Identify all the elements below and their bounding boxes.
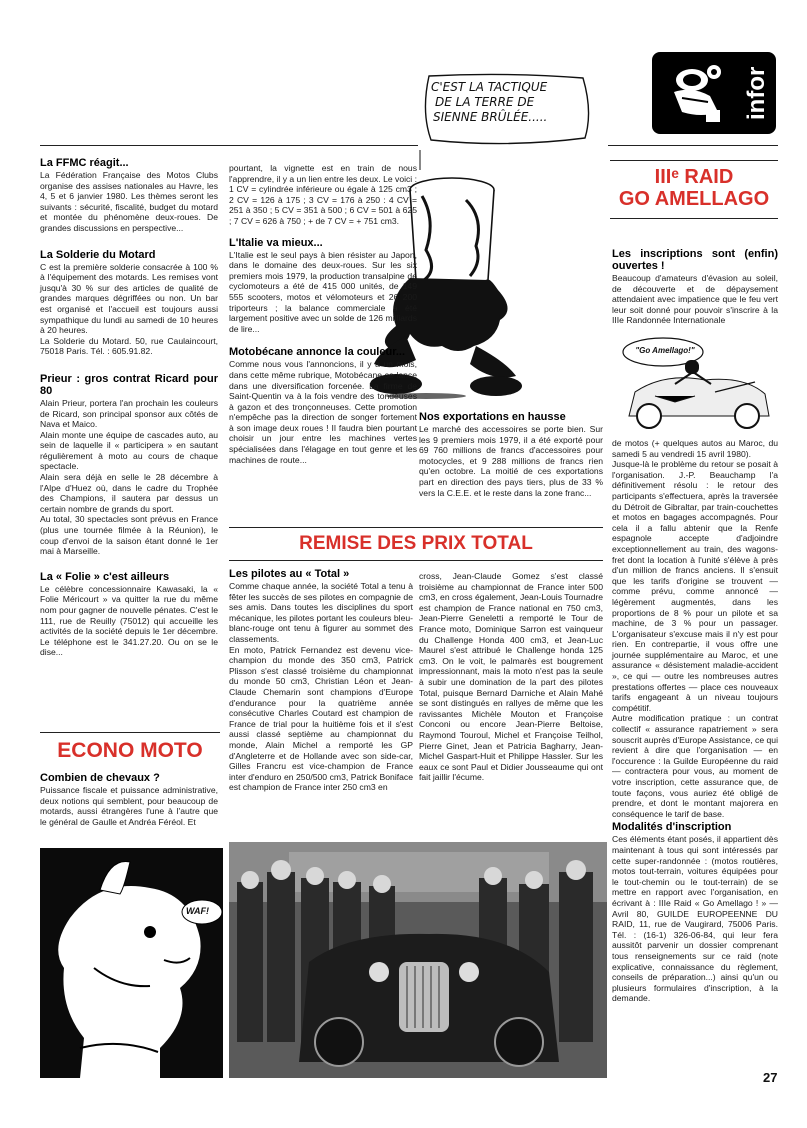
solderie-address: La Solderie du Motard. 50, rue Caulaincourt, 75018 Paris. Tél. : 605.91.82. <box>40 335 218 357</box>
total-pilots-photo <box>229 842 607 1078</box>
bubble-line-2: DE LA TERRE DE <box>435 95 535 109</box>
pilotes-text-2: En moto, Patrick Fernandez est devenu vice-champion du monde des 350 cm3, Patrick Plisson s'est classé troisième du championnat du monde 50 cm3, Christian Léon et Jean-Claude Chemarin sont champions d'Europe d'endurance pour la quatrième année consécutive Charles Coutard est champion de France de trial pour la huitième fois et il s'est aussi classé septième au championnat du monde, Alain Michel a remporté les GP d'Angleterre et de Hollande avec son side-car, Gilles Francru est vice-champion de France inter d'enduro en 250/500 cm3, Patrick Boniface est champion de France inter 250 cm3 en <box>229 644 413 793</box>
chevaux-text: Puissance fiscale et puissance administrative, deux notions qui semblent, pour beaucoup de motards, aussi étrangères l'une à l'autre que le général de Gaulle et Andréa Féréol. Et <box>40 785 218 827</box>
inscriptions-heading: Les inscriptions sont (enfin) ouvertes ! <box>612 248 778 272</box>
speech-bubble <box>417 72 595 150</box>
inscriptions-text: Beaucoup d'amateurs d'évasion au soleil, de découverte et de dépaysement attendaient avec impatience que le feu vert leur soit donné pour pouvoir s'inscrire à la IIIe Randonnée Internationale <box>612 273 778 326</box>
prieur-text-4: Au total, 30 spectacles sont prévus en France (plus une tournée filmée à la Réunion), le coup d'envoi de la saison étant donné le 1er mai à Marseille. <box>40 514 218 557</box>
pilotes-text-1: Comme chaque année, la société Total a tenu à fêter les succès de ses pilotes en compagnie de ses amis. Dans toutes les disciplines du sport mécanique, les pilotes portant les couleurs bleu-blanc-rouge ont tenu à figurer au sommet des classements. <box>229 581 413 644</box>
econo-moto-box <box>40 728 220 766</box>
waf-text: WAF! <box>186 906 209 916</box>
chevaux-block <box>40 772 218 829</box>
infor-logo <box>652 52 776 134</box>
exportations-text: Le marché des accessoires se porte bien. Sur les 9 premiers mois 1979, il a été exporté pour 69 760 millions de francs d'accessoires pour motocycles, et 9 288 millions de francs rien qu'en octobre. La moitié de ces exportations part en direction des pays tiers, plus de 33 % vers la C.E.E. et le reste dans la zone franc... <box>419 424 603 498</box>
raid-heading-line-2: GO AMELLAGO <box>618 188 770 210</box>
chevaux-heading: Combien de chevaux ? <box>40 772 160 784</box>
pilotes-heading: Les pilotes au « Total » <box>229 568 350 580</box>
bubble-line-3: SIENNE BRÛLÉE..... <box>433 110 548 124</box>
dog-cartoon <box>40 848 223 1078</box>
solderie-text: C est la première solderie consacrée à 100 % à l'équipement des motards. Les remises vont jusqu'à 30 % sur des articles de qualité de grandes marques dégriffées ou non. Un bar est organisé et l'accueil est toujours aussi sympathique du lundi au samedi de 10 heures à 20 heures. <box>40 261 218 336</box>
ffmc-text: La Fédération Française des Motos Clubs organise des assises nationales au Havre, les 4, 5 et 6 janvier 1980. Les thèmes seront les suivants : sécurité, fiscalité, budget du motard et montée du phénomène deux-roues. De grandes discussions en perspective... <box>40 170 218 233</box>
pilotes-text-3: cross, Jean-Claude Gomez s'est classé troisième au championnat de France inter 500 cm3, en cross également, Jean-Louis Tournadre est champion de France national en 750 cm3, Jean-Pierre Geneletti a remporté le Tour de France moto, Dominique Sarron est vainqueur du Challenge Honda 400 cm3, et Jean-Luc Maurel s'est attribué le Challenge honda 125 cm3. On le voit, le palmarès est bougrement impressionnant, mais la moto n'est pas la seule à subir une domination de la part des pilotes Total, puisque Bernard Darniche et Alain Mahé se sont distingués en rallyes de même que les ravissantes Michèle Mouton et Françoise Conconi ou encore Jean-Pierre Beltoise, Raymond Touroul, Michel et Françoise Teilhol, Pierre Ginet, Jean et Patricia Bagharry, Jean-Michel Gaspart-Huit et Philippe Hassler. Sur les eaux ce sont Paul et Didier Jousseaume qui ont fait jaillir l'écume. <box>419 571 603 783</box>
italie-text: L'Italie est le seul pays à bien résister au Japon, dans le domaine des deux-roues. Sur les six premiers mois 1979, la production transalpine de cyclomoteurs a été de 415 000 unités, de 149 555 scooters, motos et vélomoteurs et 26 200 triporteurs ; la balance commerciale a été largement positive avec un solde de 126 milliards de lire... <box>229 249 417 334</box>
column-1 <box>40 157 218 660</box>
motobecane-text: Comme nous vous l'annoncions, il y a un mois, dans cette même rubrique, Motobécane se lance dans une diversification forcenée. La firme de Saint-Quentin va à la fois vendre des tondeuses à gazon et des tronçonneuses. Cette promotion n'empêche pas la direction de songer fortement à son image deux roues ! Il faudra bien pourtant choisir un jour entre les machines vertes spécialisées dans l'élagage en tout genre et les machines de route... <box>229 359 417 465</box>
go-amellago-illustration <box>615 332 778 432</box>
ffmc-heading: La FFMC réagit... <box>40 157 129 169</box>
folie-heading: La « Folie » c'est ailleurs <box>40 570 170 583</box>
modalites-heading: Modalités d'inscription <box>612 821 732 834</box>
exportations-heading: Nos exportations en hausse <box>419 411 566 423</box>
italie-heading: L'Italie va mieux... <box>229 236 323 249</box>
bubble-line-1: C'EST LA TACTIQUE <box>431 80 548 94</box>
column-2 <box>229 163 417 467</box>
raid-text-2: de motos (+ quelques autos au Maroc, du samedi 5 au vendredi 15 avril 1980). <box>612 438 778 459</box>
raid-intro <box>612 248 778 328</box>
logo-text: infor <box>743 66 770 120</box>
exportations-block <box>419 411 603 500</box>
motobecane-heading: Motobécane annonce la couleur... <box>229 346 406 359</box>
raid-heading-line-1: IIIᵉ RAID <box>654 166 734 188</box>
prieur-text-3: Alain sera déjà en selle le 28 décembre à l'Alpe d'Huez où, dans le cadre du Trophée des Champions, il sautera par dessus un certain nombre de grands du sport. <box>40 472 218 514</box>
page-number: 27 <box>763 1070 778 1085</box>
vignette-text: pourtant, la vignette est en train de nous l'apprendre, il y a un lien entre les deux. Le voici : 1 CV = cylindrée inférieure ou égale à 125 cm3 ; 2 CV = 126 à 175 ; 3 CV = 176 à 250 : 4 CV = 251 à 350 ; 5 CV = 351 à 500 ; 6 CV = 501 à 625 ; 7 CV = 626 à 750 ; + de 7 CV = + 751 cm3. <box>229 163 417 226</box>
amellago-badge-text: "Go Amellago!" <box>635 346 695 355</box>
prieur-heading: Prieur : gros contrat Ricard pour 80 <box>40 372 218 397</box>
econo-moto-heading: ECONO MOTO <box>57 739 203 762</box>
total-col-a <box>229 568 413 795</box>
total-col-b <box>419 571 603 785</box>
raid-text-4: Autre modification pratique : un contrat collectif « assurance rapatriement » sera souscrit auprès d'Europe Assistance, ce qui revient à dire que l'organisation — en l'occurence : la Guilde Européenne du raid — contractera pour vous, au moment de votre inscription, cette assurance que, de toute façons, vous auriez été obligé de prendre, et dont le montant majorera en conséquence le tarif de base. <box>612 713 778 819</box>
remise-heading: REMISE DES PRIX TOTAL <box>299 533 533 554</box>
raid-body <box>612 438 778 1006</box>
prieur-text-1: Alain Prieur, portera l'an prochain les couleurs de Ricard, son principal sponsor aux côtés de Nava et Maico. <box>40 397 218 430</box>
modalites-text: Ces éléments étant posés, il appartient dès maintenant à tous qui sont intéressés par cette super-randonnée : (motos routières, motos tout-terrain, voitures équipées pour le tout-chemin ou le tout-terrain) de se mettre en rapport avec l'organisation, en écrivant à : IIIe Raid « Go Amellago ! » — Avril 80, GUILDE EUROPEENNE DU RAID, 11, rue de Vaugirard, 75006 Paris. Tél. : (16-1) 326-06-84, qui leur fera aussitôt parvenir un dossier comprenant tous renseignements sur ce raid (note explicative, connaissance du règlement, conseils de préparation...) ainsi qu'un ou plusieurs formulaires d'inscription, à la demande. <box>612 834 778 1004</box>
solderie-heading: La Solderie du Motard <box>40 248 156 261</box>
prieur-text-2: Alain monte une équipe de cascades auto, au sein de laquelle il « participera » en sautant régulièrement à moto au cours de chaque spectacle. <box>40 429 218 472</box>
raid-heading-box <box>610 160 778 240</box>
raid-text-3: Jusque-là le problème du retour se posait à l'organisation. J.-P. Beauchamp l'a définitivement résolu : le retour des participants s'effectuera, après la traversée du Détroit de Gibraltar, par train-couchettes et motos en bagages accompagnés. Pour cela il a fallu abtenir que la Renfe espagnole accepte d'adjoindre exceptionnellement au train, des wagons-fret dont la location à l'unité s'élève à près d'un million de francs anciens. Il s'ensuit que les tarifs d'origine se trouvent — comme prévu, comme annoncé — légèrement augmentés, dans les proportions de 8 % pour un pilote et sa machine, de 3 % pour un passager. L'organisateur s'excuse mais il n'y est pour rien. En contrepartie, il vous offre une journée supplémentaire au Maroc, et une assurance « désistement maladie-accident », ce qui — outre les nombreuses autres prestations offertes — place ces nouveaux tarifs engageant à un niveau toujours compétitif. <box>612 459 778 713</box>
folie-text: Le célèbre concessionnaire Kawasaki, la « Folie Méricourt » va quitter la rue du même nom pour gagner de nouvelle pénates. C'est le 111, rue de Reuilly (75012) qui accueille les activités de la société depuis le 1er décembre. Le téléphone est le 341.27.20. Ou on se le dise... <box>40 583 218 658</box>
